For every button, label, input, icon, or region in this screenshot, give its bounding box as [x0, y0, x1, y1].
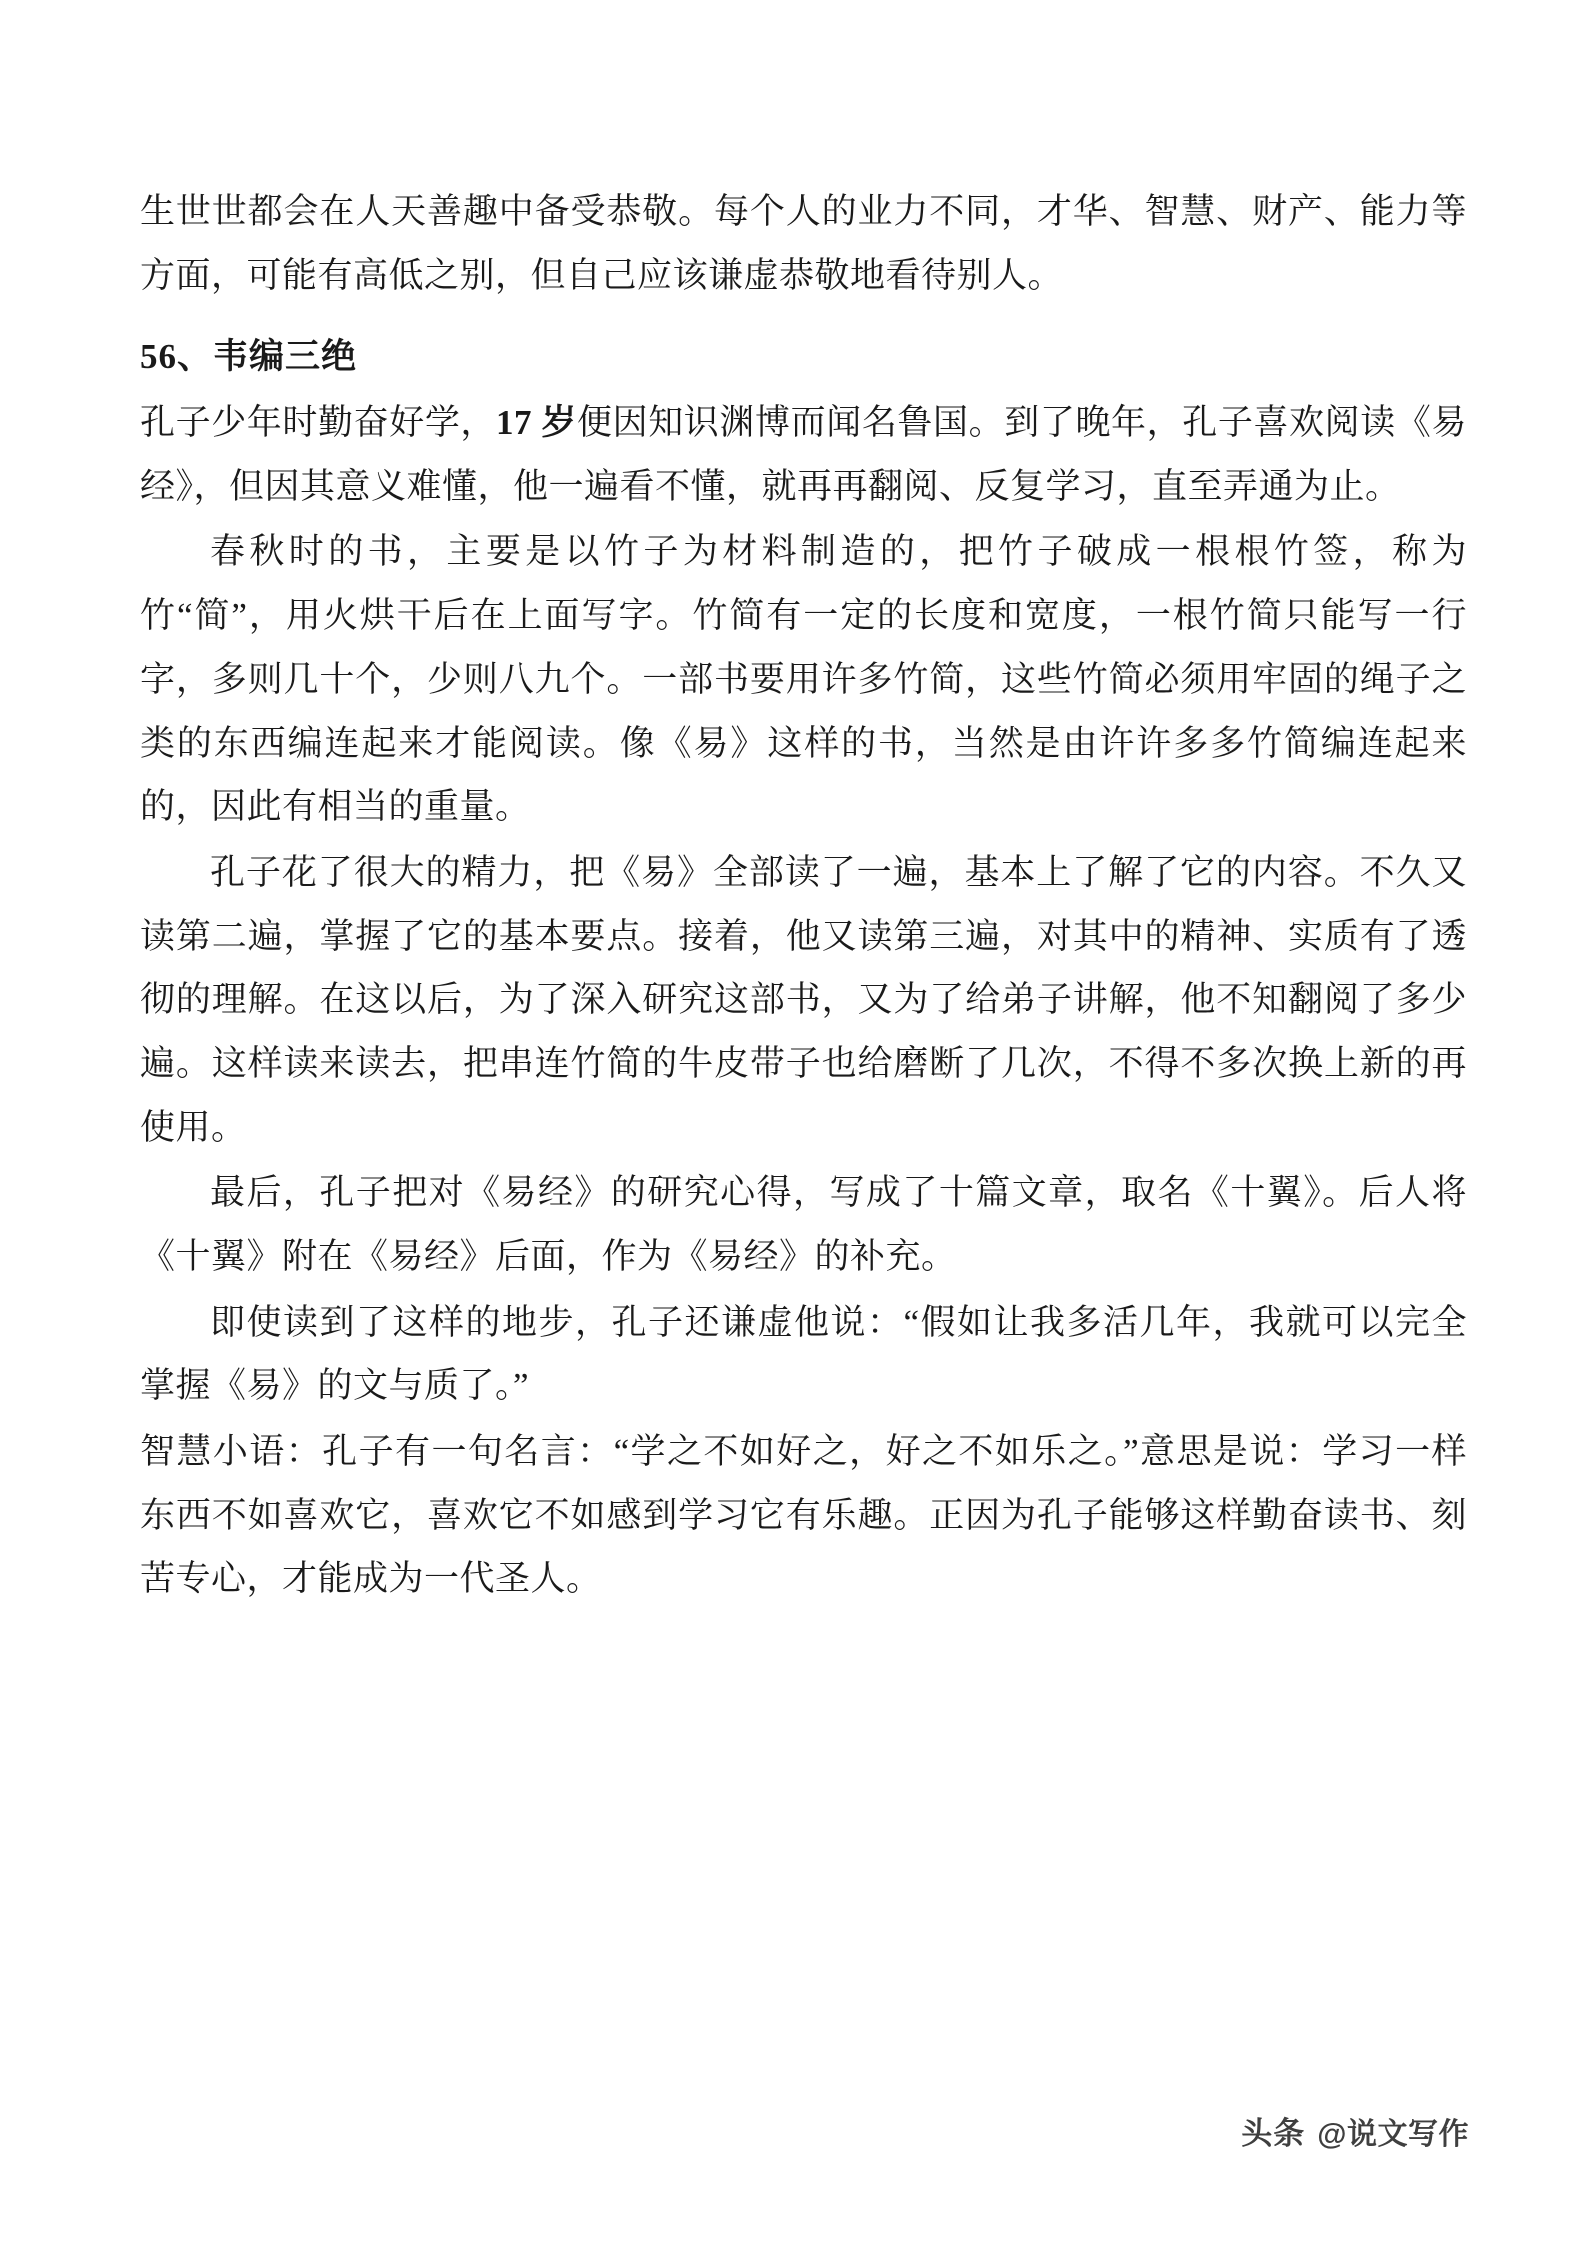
paragraph-continuation: 生世世都会在人天善趣中备受恭敬。每个人的业力不同，才华、智慧、财产、能力等方面，可能有高低之别，但自己应该谦虚恭敬地看待别人。	[140, 192, 1467, 295]
paragraph-3: 孔子花了很大的精力，把《易》全部读了一遍，基本上了解了它的内容。不久又读第二遍，掌握了它的基本要点。接着，他又读第三遍，对其中的精神、实质有了透彻的理解。在这以后，为了深入研究这部书，又为了给弟子讲解，他不知翻阅了多少遍。这样读来读去，把串连竹简的牛皮带子也给磨断了几次，不得不多次换上新的再使用。	[140, 852, 1467, 1147]
paragraph-2: 春秋时的书，主要是以竹子为材料制造的，把竹子破成一根根竹签，称为竹“简”，用火烘干后在上面写字。竹简有一定的长度和宽度，一根竹简只能写一行字，多则几十个，少则八九个。一部书要用许多竹简，这些竹简必须用牢固的绳子之类的东西编连起来才能阅读。像《易》这样的书，当然是由许许多多竹简编连起来的，因此有相当的重量。	[140, 532, 1467, 827]
paragraph-4: 最后，孔子把对《易经》的研究心得，写成了十篇文章，取名《十翼》。后人将《十翼》附在《易经》后面，作为《易经》的补充。	[140, 1173, 1467, 1276]
watermark-account: @说文写作	[1317, 2117, 1469, 2151]
emphasis-age: 17 岁	[496, 403, 577, 443]
watermark	[1241, 2108, 1469, 2153]
section-heading: 56、韦编三绝	[140, 337, 358, 377]
paragraph-5: 即使读到了这样的地步，孔子还谦虚他说：“假如让我多活几年，我就可以完全掌握《易》的文与质了。”	[140, 1302, 1467, 1406]
paragraph-6: 智慧小语：孔子有一句名言：“学之不如好之，好之不如乐之。”意思是说：学习一样东西不如喜欢它，喜欢它不如感到学习它有乐趣。正因为孔子能够这样勤奋读书、刻苦专心，才能成为一代圣人。	[140, 1432, 1467, 1599]
paragraph-1: 孔子少年时勤奋好学，17 岁便因知识渊博而闻名鲁国。到了晚年，孔子喜欢阅读《易经》，但因其意义难懂，他一遍看不懂，就再再翻阅、反复学习，直至弄通为止。	[140, 403, 1467, 506]
toutiao-logo-icon: 头条	[1241, 2116, 1306, 2151]
document-body	[140, 180, 1467, 1611]
